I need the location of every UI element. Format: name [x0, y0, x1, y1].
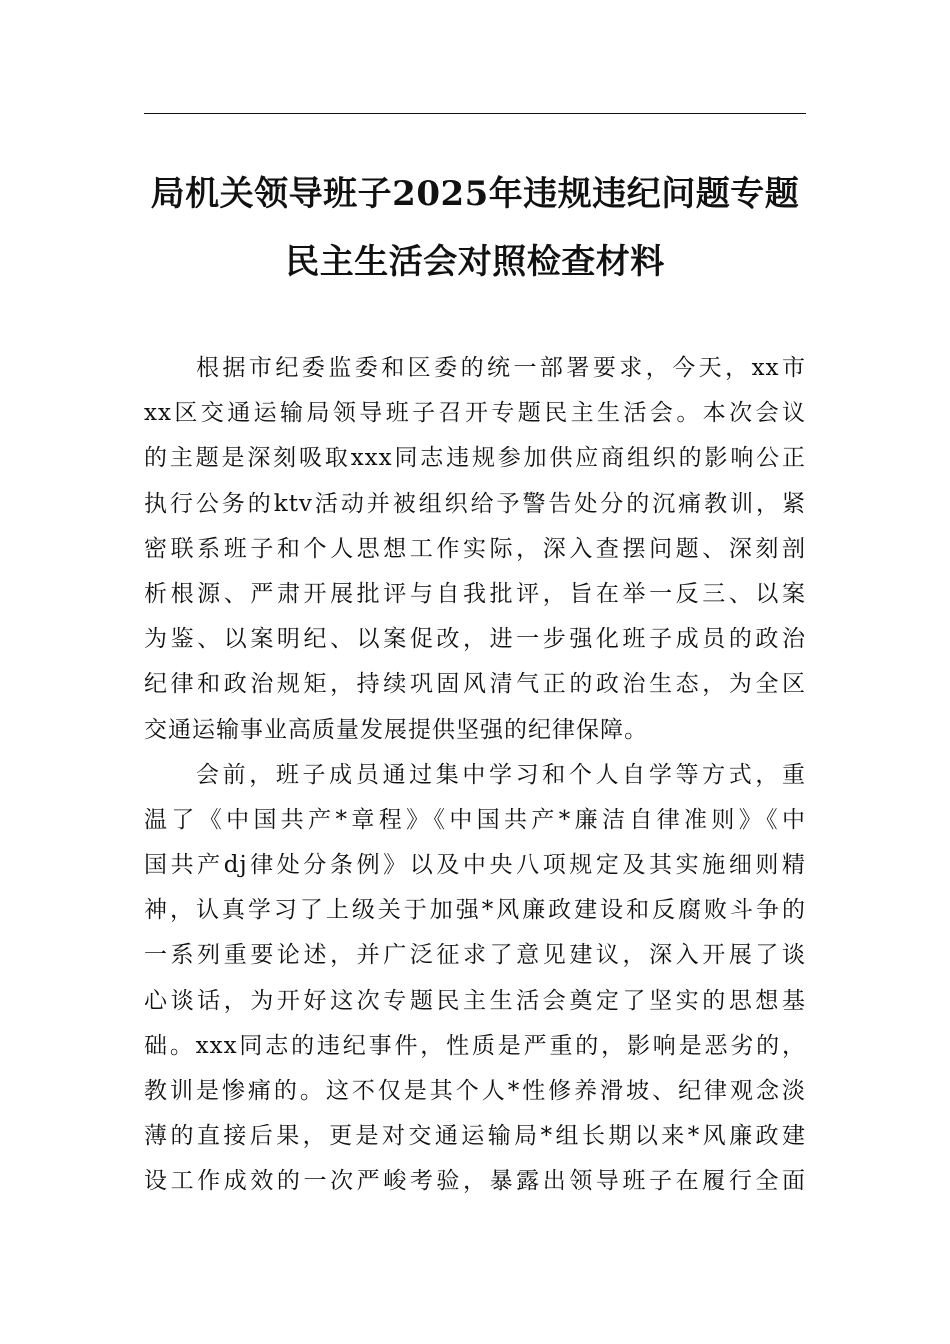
paragraph-line: 国共产dj律处分条例》以及中央八项规定及其实施细则精 [144, 852, 806, 879]
paragraph-line: 执行公务的ktv活动并被组织给予警告处分的沉痛教训，紧 [144, 490, 806, 517]
paragraph-line: 纪律和政治规矩，持续巩固风清气正的政治生态，为全区 [144, 671, 806, 698]
paragraph-line: 会前，班子成员通过集中学习和个人自学等方式，重 [196, 761, 806, 788]
paragraph-line: 神，认真学习了上级关于加强*风廉政建设和反腐败斗争的 [144, 897, 806, 924]
paragraph-line: 薄的直接后果，更是对交通运输局*组长期以来*风廉政建 [144, 1123, 806, 1150]
header-rule [144, 113, 806, 114]
paragraph-line: 础。xxx同志的违纪事件，性质是严重的，影响是恶劣的， [144, 1032, 806, 1059]
paragraph-line: 为鉴、以案明纪、以案促改，进一步强化班子成员的政治 [144, 626, 806, 653]
paragraph-1 [144, 346, 806, 753]
paragraph-line: 的主题是深刻吸取xxx同志违规参加供应商组织的影响公正 [144, 445, 806, 472]
title-line-2: 民主生活会对照检查材料 [285, 242, 665, 282]
paragraph-line: 交通运输事业高质量发展提供坚强的纪律保障。 [144, 716, 648, 743]
paragraph-line: xx区交通运输局领导班子召开专题民主生活会。本次会议 [144, 400, 806, 427]
paragraph-line: 心谈话，为开好这次专题民主生活会奠定了坚实的思想基 [144, 987, 806, 1014]
paragraph-line: 教训是惨痛的。这不仅是其个人*性修养滑坡、纪律观念淡 [144, 1078, 806, 1104]
paragraph-2 [144, 753, 806, 1205]
paragraph-line: 析根源、严肃开展批评与自我批评，旨在举一反三、以案 [144, 580, 806, 607]
paragraph-line: 根据市纪委监委和区委的统一部署要求，今天，xx市 [196, 355, 806, 381]
document-body [144, 346, 806, 1205]
title-line-1: 局机关领导班子2025年违规违纪问题专题 [150, 174, 800, 214]
paragraph-line: 密联系班子和个人思想工作实际，深入查摆问题、深刻剖 [144, 535, 806, 562]
paragraph-line: 一系列重要论述，并广泛征求了意见建议，深入开展了谈 [144, 942, 806, 969]
paragraph-line: 温了《中国共产*章程》《中国共产*廉洁自律准则》《中 [144, 806, 806, 833]
paragraph-line: 设工作成效的一次严峻考验，暴露出领导班子在履行全面 [144, 1168, 806, 1195]
document-title [144, 160, 806, 296]
